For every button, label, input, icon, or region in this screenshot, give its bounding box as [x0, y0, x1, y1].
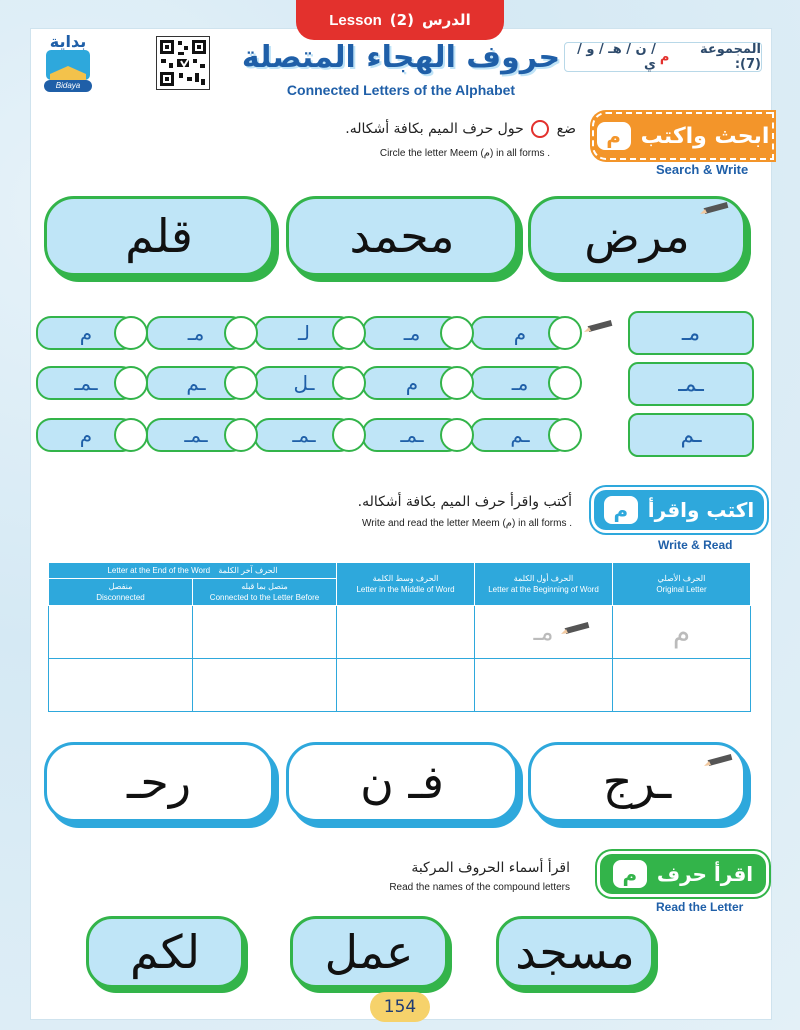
cell-original-2[interactable] — [613, 659, 751, 712]
answer-circle[interactable] — [224, 418, 258, 452]
pencil-icon — [561, 620, 595, 638]
search-letter-chip: م — [597, 122, 631, 150]
letter-pill[interactable]: ـمـ — [36, 366, 136, 400]
trace-original: م — [672, 615, 691, 649]
write-instruction-en: Write and read the letter Meem (م) in all forms . — [362, 518, 572, 529]
read-letter-label: اقرأ حرف — [656, 862, 754, 886]
read-instruction-en: Read the names of the compound letters — [389, 882, 570, 893]
search-instruction-en: Circle the letter Meem (م) in all forms . — [379, 148, 550, 159]
search-write-badge — [592, 112, 774, 160]
lesson-ar: الدرس — [421, 11, 471, 29]
answer-circle[interactable] — [114, 366, 148, 400]
cell-disconnected-1[interactable] — [49, 606, 193, 659]
cell-middle-1[interactable] — [337, 606, 475, 659]
pencil-icon — [584, 318, 618, 336]
instruction-post: حول حرف الميم بكافة أشكاله. — [345, 121, 524, 137]
read-word-2: عمل — [290, 916, 448, 988]
header-connected: متصل بما قبله Connected to the Letter Before — [193, 579, 337, 606]
read-letter-badge — [600, 854, 766, 894]
answer-circle[interactable] — [224, 366, 258, 400]
letter-pill[interactable]: مـ — [362, 316, 462, 350]
letter-pill[interactable]: م — [36, 316, 136, 350]
cell-disconnected-2[interactable] — [49, 659, 193, 712]
logo-text: بداية — [49, 32, 87, 51]
search-write-label: ابحث واكتب — [640, 123, 770, 149]
fill-word-2[interactable]: فـ ن — [286, 742, 518, 822]
answer-circle[interactable] — [332, 418, 366, 452]
cell-connected-2[interactable] — [193, 659, 337, 712]
fill-word-1[interactable]: ـرج — [528, 742, 746, 822]
fill-word-3[interactable]: رحـ — [44, 742, 274, 822]
reference-form-end: ـم — [628, 413, 754, 457]
letter-pill[interactable]: لـ — [254, 316, 354, 350]
answer-circle[interactable] — [332, 366, 366, 400]
page-number: 154 — [370, 992, 430, 1022]
lesson-num: (2) — [389, 11, 414, 29]
group-label — [564, 42, 762, 72]
read-instruction-ar: اقرأ أسماء الحروف المركبة — [411, 860, 570, 876]
cell-original-1[interactable] — [613, 606, 751, 659]
write-read-subtitle: Write & Read — [658, 538, 733, 552]
letter-pill[interactable]: ـمـ — [254, 418, 354, 452]
page-title-ar: حروف الهجاء المتصلة — [241, 40, 561, 75]
letter-pill[interactable]: ـمـ — [146, 418, 246, 452]
letter-pill[interactable]: م — [362, 366, 462, 400]
letter-pill[interactable]: مـ — [146, 316, 246, 350]
reference-form-middle: ـمـ — [628, 362, 754, 406]
lesson-en: Lesson — [329, 11, 382, 29]
cell-beginning-1[interactable] — [475, 606, 613, 659]
group-highlight-letter: م — [659, 49, 670, 65]
header-end-of-word: Letter at the End of the Word الحرف آخر الكلمة — [49, 563, 337, 579]
table-row — [49, 659, 751, 712]
search-word-3: قلم — [44, 196, 274, 276]
answer-circle[interactable] — [548, 366, 582, 400]
trace-beginning: مـ — [533, 618, 554, 646]
answer-circle[interactable] — [114, 418, 148, 452]
letter-pill[interactable]: م — [36, 418, 136, 452]
write-read-badge — [594, 490, 764, 530]
reference-form-beginning: مـ — [628, 311, 754, 355]
read-letter-subtitle: Read the Letter — [656, 900, 744, 914]
logo-sub: Bidaya — [55, 81, 81, 90]
cell-middle-2[interactable] — [337, 659, 475, 712]
read-word-1: مسجد — [496, 916, 654, 988]
answer-circle[interactable] — [440, 366, 474, 400]
answer-circle[interactable] — [548, 316, 582, 350]
letter-pill[interactable]: ـم — [146, 366, 246, 400]
group-title: المجموعة (7): — [699, 42, 761, 72]
search-word-2: محمد — [286, 196, 518, 276]
letter-pill[interactable]: م — [470, 316, 570, 350]
write-read-label: اكتب واقرأ — [647, 498, 755, 522]
bidaya-logo — [40, 30, 96, 96]
header-beginning: الحرف أول الكلمة Letter at the Beginning of Word — [475, 563, 613, 606]
cell-connected-1[interactable] — [193, 606, 337, 659]
letter-pill[interactable]: ـمـ — [362, 418, 462, 452]
answer-circle[interactable] — [440, 418, 474, 452]
search-instruction-ar — [300, 120, 576, 138]
write-letter-chip: م — [604, 496, 638, 524]
search-write-subtitle: Search & Write — [656, 162, 749, 177]
answer-circle[interactable] — [548, 418, 582, 452]
answer-circle[interactable] — [114, 316, 148, 350]
pencil-icon — [704, 752, 738, 770]
instruction-pre: ضع — [556, 121, 576, 137]
answer-circle[interactable] — [440, 316, 474, 350]
header-disconnected: منفصل Disconnected — [49, 579, 193, 606]
letter-forms-table — [48, 562, 751, 712]
header-original: الحرف الأصلي Original Letter — [613, 563, 751, 606]
pencil-icon — [700, 200, 734, 218]
search-word-1: مرض — [528, 196, 746, 276]
header-middle: الحرف وسط الكلمة Letter in the Middle of Word — [337, 563, 475, 606]
read-letter-chip: م — [613, 860, 647, 888]
circle-icon — [531, 120, 549, 138]
page-title-en: Connected Letters of the Alphabet — [286, 82, 516, 98]
cell-beginning-2[interactable] — [475, 659, 613, 712]
qr-code[interactable] — [156, 36, 210, 90]
read-word-3: لكم — [86, 916, 244, 988]
group-rest: / ن / هـ / و / ي — [577, 42, 656, 72]
letter-pill[interactable]: ـل — [254, 366, 354, 400]
letter-pill[interactable]: ـم — [470, 418, 570, 452]
table-row — [49, 606, 751, 659]
lesson-tab — [296, 0, 504, 40]
write-instruction-ar: أكتب واقرأ حرف الميم بكافة أشكاله. — [357, 494, 572, 510]
answer-circle[interactable] — [332, 316, 366, 350]
letter-pill[interactable]: مـ — [470, 366, 570, 400]
answer-circle[interactable] — [224, 316, 258, 350]
